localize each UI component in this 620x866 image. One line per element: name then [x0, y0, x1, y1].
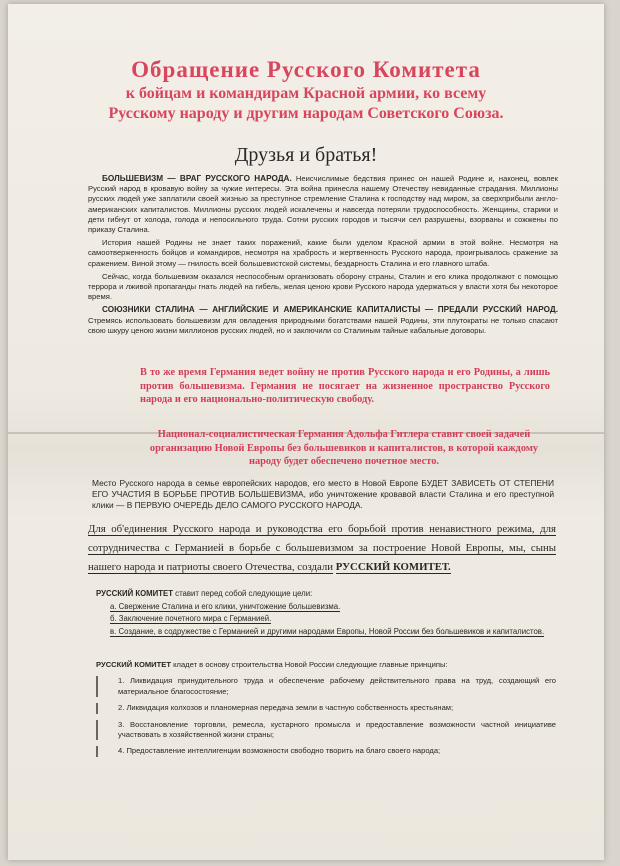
- committee-name: РУССКИЙ КОМИТЕТ.: [335, 561, 451, 573]
- goal-item: [96, 601, 556, 614]
- goal-text: в. Создание, в содружестве с Германией и другими народами Европы, Новой России без большевиков и капиталистов.: [110, 626, 545, 636]
- principle-item: 4. Предоставление интеллигенции возможности свободно творить на благо своего народа;: [96, 746, 556, 756]
- principle-item: 1. Ликвидация принудительного труда и обеспечение рабочему действительного права на труд, создающий его материальное благосостояние;: [96, 676, 556, 697]
- goals-intro: [96, 588, 556, 601]
- paragraph-heading: БОЛЬШЕВИЗМ — ВРАГ РУССКОГО НАРОДА.: [102, 174, 292, 183]
- principles-section: [96, 660, 556, 763]
- red-paragraph-germany: В то же время Германия ведет войну не против Русского народа и его Родины, а лишь против большевизма. Германия не посягает на жизненное пространство Русского народа и его национально-политическую свободу.: [140, 367, 550, 406]
- paragraph-place: Место Русского народа в семье европейских народов, его место в Новой Европе БУДЕТ ЗАВИСЕТЬ ОТ СТЕПЕНИ ЕГО УЧАСТИЯ В БОРЬБЕ ПРОТИВ БОЛЬШЕВИЗМА, ибо уничтожение кровавой власти Сталина и его преступной клики — В ПЕРВУЮ ОЧЕРЕДЬ ДЕЛО САМОГО РУССКОГО НАРОДА.: [92, 478, 554, 510]
- paragraph-text: Стремясь использовать большевизм для овладения природными богатствами нашей Родины, эти плутократы не только спасают свою шкуру ценою жизни миллионов русских людей, но и заключили со Сталиным тайные кабальные договоры.: [88, 315, 558, 335]
- paragraph-allies: [88, 305, 558, 336]
- paragraph-text: Неисчислимые бедствия принес он нашей Родине и, наконец, вовлек Русский народ в кровавую войну за чужие интересы. Эта война принесла нашему Отечеству невиданные страдания. Миллионы русских людей уже заплатили своей жизнью за преступное стремление Сталина к господству над миром, за сверхприбыли англо-американских капиталистов. Миллионы русских людей искалечены и навсегда потеряли трудоспособность. Женщины, старики и дети гибнут от холода, голода и непосильного труда. Сотни русских городов и тысячи сел разрушены, взорваны и сожжены по приказу Сталина.: [88, 174, 558, 235]
- greeting: Друзья и братья!: [234, 144, 378, 166]
- title-line-3: Русскому народу и другим народам Советского Союза.: [108, 105, 504, 122]
- principle-item: 3. Восстановление торговли, ремесла, кустарного промысла и предоставление возможности частной инициативе участвовать в хозяйственной жизни страны;: [96, 720, 556, 741]
- goals-intro-text: ставит перед собой следующие цели:: [175, 589, 313, 598]
- principles-intro-text: кладет в основу строительства Новой России следующие главные принципы:: [173, 660, 448, 669]
- principles-intro: [96, 660, 556, 670]
- title-line-2: к бойцам и командирам Красной армии, ко всему: [125, 85, 487, 102]
- goal-item: [96, 613, 556, 626]
- goals-heading: РУССКИЙ КОМИТЕТ: [96, 589, 173, 598]
- goal-text: а. Свержение Сталина и его клики, уничтожение большевизма.: [110, 601, 341, 611]
- page-title: [28, 56, 584, 124]
- paragraph-terror: Сейчас, когда большевизм оказался неспособным организовать оборону страны, Сталин и его клика продолжают с помощью террора и лживой пропаганды гнать людей на гибель, желая ценою крови Русского народа удержаться у власти хотя бы некоторое время.: [88, 271, 558, 302]
- leaflet-page: [8, 4, 604, 860]
- goals-section: [96, 588, 556, 638]
- goal-item: [96, 626, 556, 639]
- red-paragraph-new-europe: Национал-социалистическая Германия Адольфа Гитлера ставит своей задачей организацию Новой Европы без большевиков и капиталистов, в которой каждому народу будет обеспечено почетное место.: [149, 429, 539, 468]
- underlined-paragraph: [88, 520, 556, 577]
- paragraph-history: История нашей Родины не знает таких поражений, какие были уделом Красной армии в этой войне. Несмотря на самоотверженность бойцов и командиров, несмотря на храбрость и жертвенность Русского народа, проигрывалось сражение за сражением. Виной этому — гнилость всей большевистской системы, бездарность Сталина и его главного штаба.: [88, 238, 558, 268]
- underlined-text: Для об'единения Русского народа и руководства его борьбой против ненавистного режима, для сотрудничества с Германией в борьбе с большевизмом за построение Новой Европы, мы, сыны нашего народа и патриоты своего Отечества, создали: [88, 523, 556, 573]
- principle-item: 2. Ликвидация колхозов и планомерная передача земли в частную собственность крестьянам;: [96, 703, 556, 713]
- intro-section: [88, 174, 558, 339]
- paragraph-bolshevism: [88, 174, 558, 235]
- goal-text: б. Заключение почетного мира с Германией.: [110, 614, 272, 624]
- title-line-1: Обращение Русского Комитета: [131, 57, 481, 82]
- paragraph-heading: СОЮЗНИКИ СТАЛИНА — АНГЛИЙСКИЕ И АМЕРИКАНСКИЕ КАПИТАЛИСТЫ — ПРЕДАЛИ РУССКИЙ НАРОД.: [102, 305, 558, 315]
- principles-heading: РУССКИЙ КОМИТЕТ: [96, 660, 171, 669]
